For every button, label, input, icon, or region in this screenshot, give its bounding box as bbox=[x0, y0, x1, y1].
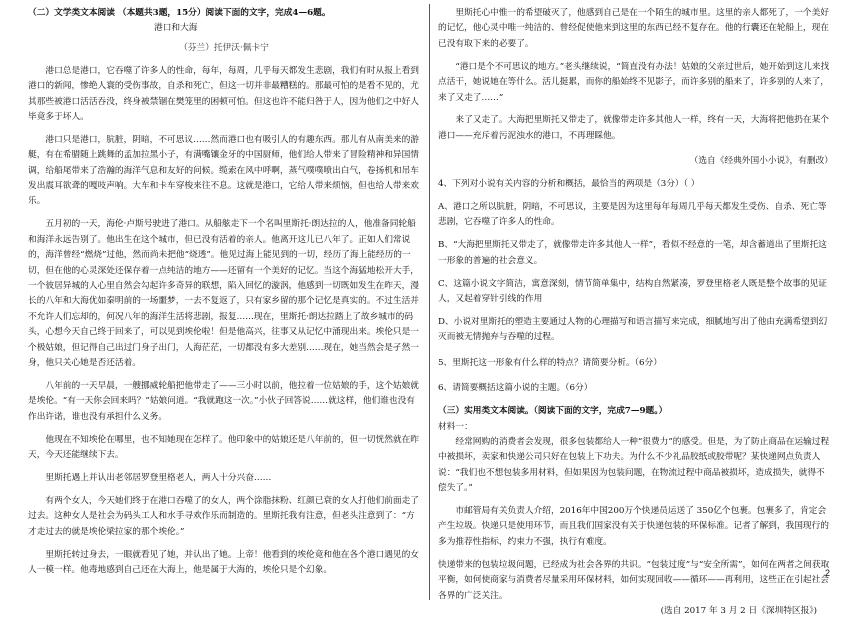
story-paragraph: 有两个女人，今天她们终于在港口吞噬了的女人，两个涂脂抹粉、红颜已衰的女人打他们前面走了过去。这种女人是社会为码头工人和水手寻欢作乐而制造的。里斯托我有注意，但老头注意到了：“方才走过去的就是埃伦梁拉家的那个埃伦。” bbox=[28, 495, 419, 537]
story-title: 港口和大海 bbox=[154, 23, 198, 34]
story-paragraph: 里斯托转过身去，一眼就看见了她，并认出了她。上帝！他看到的埃伦竟和他在各个港口遇见的女人一模一样。他毒地感到自己还在大海上，他是属于大海的，埃伦只是个幻象。 bbox=[28, 549, 419, 575]
material-paragraph: 快递带来的包装垃圾问题，已经成为社会各界的共识。“包装过度”与“安全所需”，如何在两者之间获取平衡，如何使商家与消费者尽量采用环保材料，如何实现回收——循环——再利用，这些正在引起社会各界的广泛关注。 bbox=[438, 559, 830, 601]
story-paragraph: 港口总是港口，它吞噬了许多人的性命，每年，每周，几乎每天都发生悲剧，我们有时从报上看到港口的新闻，惨绝人寰的受伤事故，自杀和死亡，但这一切并非最糟糕的。那最可怕的是看不见的，尤其那些被港口活活吞没，终身被禁锢在樊笼里的困顿可怕。但这也许不能归咎于人，因为他们之中好人毕竟多于坏人。 bbox=[28, 65, 419, 122]
section-heading-practical: （三）实用类文本阅读。（阅读下面的文字，完成7—9题。） bbox=[438, 406, 668, 417]
question-5: 5、里斯托这一形象有什么样的特点？请简要分析。（6分） bbox=[438, 357, 662, 368]
material-paragraph: 市邮管局有关负责人介绍，2016年中国200万个快递员运送了 350亿个包裹。包裹多了，肯定会产生垃圾。快递只是使用环节，而且我们国家没有关于快递包装的环保标准。记者了解到，我国现行的多为推荐性指标，约束力不强，执行有难度。 bbox=[438, 506, 829, 547]
story-paragraph: 港口只是港口，肮脏，阴暗，不可思议……然而港口也有吸引人的有趣东西。那儿有从南美来的游艇，有在希腊随上跳舞的孟加拉黑小子，有满嘴镶金牙的中国厨师，他们给人带来了冒险精神和异国情调，给船尾带来了浩瀚的海洋气息和友好的问候。缆索在风中呼啊，蒸气噗噗喷出白气，卷扬机和吊车发出震耳欲聋的嘎吱声响。大车和卡车穿梭来往不息。这就是港口，它给人带来烦恼，但也给人带来欢乐。 bbox=[28, 134, 419, 207]
question-4: 4、下列对小说有关内容的分析和概括，最恰当的两项是（3分）（ ） bbox=[438, 179, 700, 190]
story-paragraph: 里斯托心中惟一的希望破灭了，他感到自己是在一个陌生的城市里。这里的亲人都死了，一个美好的记忆，他心灵中唯一纯洁的、曾经促使他来到这里的东西已经不复存在。他的行囊还在轮船上，现在已没有取下来的必要了。 bbox=[438, 8, 829, 49]
story-paragraph: 他现在不知埃伦在哪里，也不知她现在怎样了。他印象中的姑娘还是八年前的，但一切恍然就在昨天，今天还能继续下去。 bbox=[28, 434, 419, 461]
story-paragraph: “港口是个不可思议的地方。”老头继续说，“简直没有办法！姑娘的父亲过世后，她开始到这儿来找点活干，她说她在等什么。活儿挺累，而你的船始终不见影子，而许多别的船来了，许多别的人来了，来了又走了……” bbox=[438, 61, 830, 103]
story-paragraph: 八年前的一天早晨，一艘挪威轮船把他带走了——三小时以前，他拉着一位姑娘的手，这个姑娘就是埃伦。“有一天你会回来吗？”姑娘问道。“我就跑这一次。”小伙子回答说……就这样，他们谁也没有作出许诺，谁也没有承担什么义务。 bbox=[28, 380, 419, 422]
story-author: （芬兰）托伊沃·佩卡宁 bbox=[179, 42, 269, 53]
section-heading-literary: （二）文学类文本阅读 （本题共3题，15分）阅读下面的文字，完成4—6题。 bbox=[28, 8, 331, 18]
page-number: 2 bbox=[824, 568, 830, 578]
question-4-option-a: A、港口之所以肮脏，阴暗，不可思议，主要是因为这里每年每周几乎每天都发生受伤、自杀、死亡等悲剧，它吞噬了许多人的性命。 bbox=[438, 202, 827, 228]
question-6: 6、请简要概括这篇小说的主题。（6分） bbox=[438, 383, 593, 394]
question-4-option-b: B、“大海把里斯托又带走了，就像带走许多其他人一样”，看似不经意的一笔，却含蓄道出了里斯托这一形象的普遍的社会意义。 bbox=[438, 240, 827, 266]
material-paragraph: 经常网购的消费者会发现，很多包装都给人一种“很费力”的感受。但是，为了防止商品在运输过程中被损坏，卖家和快递公司只好在包装上下功夫。为什么不少礼品胶纸或胶带呢？某快递网点负责人说：“我们也不想包装多用材料，但如果因为包装问题，在物流过程中商品被损坏，造成损失，就得不偿失了。” bbox=[438, 436, 830, 494]
column-divider bbox=[429, 4, 430, 600]
left-column bbox=[28, 6, 420, 578]
right-column bbox=[438, 6, 833, 619]
question-4-option-c: C、这篇小说文字简洁，寓意深刻，情节简单集中，结构自然紧凑，罗登里格老人既是整个故事的见证人，又起着穿针引线的作用 bbox=[438, 278, 827, 305]
story-paragraph: 来了又走了。大海把里斯托又带走了，就像带走许多其他人一样，终有一天，大海将把他扔在某个港口——充斥着污泥浊水的港口，不再理睬他。 bbox=[438, 115, 829, 141]
material-label: 材料一： bbox=[438, 421, 473, 432]
material-source: (选自 2017 年 3 月 2 日《深圳特区报》) bbox=[660, 606, 817, 616]
story-source: （选自《经典外国小小说》，有删改） bbox=[689, 156, 833, 167]
story-paragraph: 里斯托遇上并认出老邻居罗登里格老人，两人十分兴奋…… bbox=[45, 472, 272, 483]
question-4-option-d: D、小说对里斯托的塑造主要通过人物的心理描写和语言描写来完成，细腻地写出了他由充满希望到幻灭而被无情抛弃与吞噬的过程。 bbox=[438, 317, 828, 343]
story-paragraph: 五月初的一天，海伦·卢斯号驶进了港口。从船舷走下一个名叫里斯托·朗达拉的人，他准备同轮船和海洋永远告别了。他出生在这个城市，但已没有活着的亲人。他离开这儿已八年了。正如人们常说的，海洋曾经“燃烧”过他，然而尚未把他“烧透”。他见过海上能见到的一切，经历了海上能经历的一切，但在他的心灵深处还保存着一点纯洁的地方——还留有一个美好的记忆。当这个海猛地松开大手，一个彼居异城的人心里自然会勾起许多奇异的联想，陷入回忆的漩涡，他感到一切既如发生在昨天，漫长的八年和大海优如秦明前的一场噩梦，一去不复返了，只有家乡留的那个记忆是真实的。不过生活并不允许人们忘却的，何况八年的海洋生活将悲剧，报复……现在，里斯托·朗达拉踏上了故乡城市的码头，心想今天自己终于回来了，可以见到埃伦啦！但是他高兴，往事又从记忆中涌现出来。埃伦只是一个极姑娘，但记得自己出过门身子出门，人海茫茫，一切都没有多大差别……现在，她当然会是孑然一身，他只关心她是否还活着。 bbox=[28, 219, 419, 369]
